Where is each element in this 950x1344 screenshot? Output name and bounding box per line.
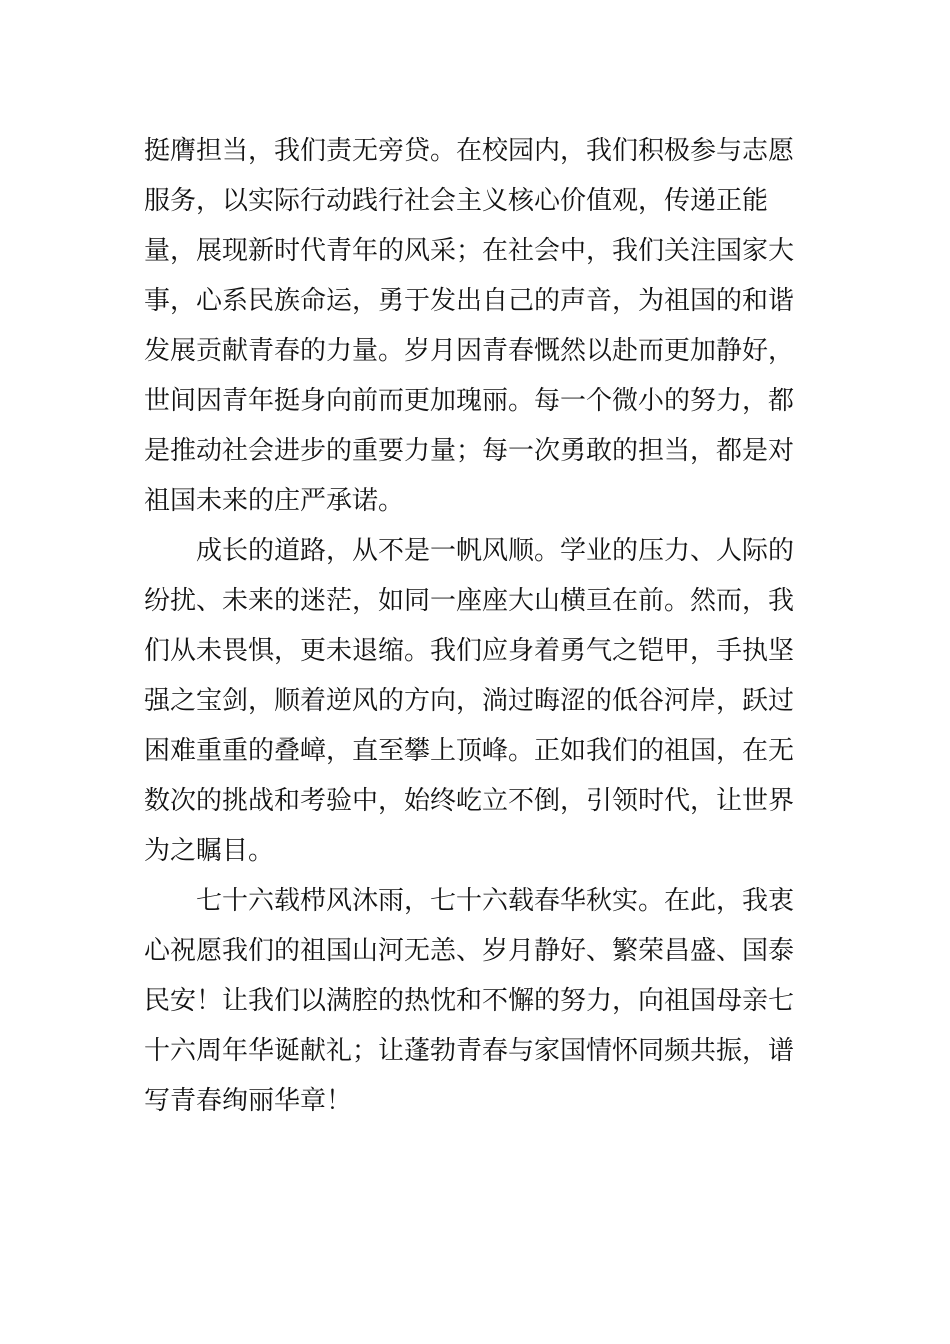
paragraph-2-line-1: 成长的道路，从不是一帆风顺。学业的压力、人际的	[196, 536, 795, 566]
paragraph-1-line-5: 发展贡献青春的力量。岁月因青春慨然以赴而更加静好，	[144, 336, 795, 366]
paragraph-1-line-2: 服务，以实际行动践行社会主义核心价值观，传递正能	[144, 186, 769, 216]
paragraph-3-line-5: 写青春绚丽华章！	[144, 1086, 353, 1116]
paragraph-1-line-6: 世间因青年挺身向前而更加瑰丽。每一个微小的努力，都	[144, 386, 795, 416]
paragraph-2-line-3: 们从未畏惧，更未退缩。我们应身着勇气之铠甲，手执坚	[144, 636, 795, 666]
paragraph-2-line-4: 强之宝剑，顺着逆风的方向，淌过晦涩的低谷河岸，跃过	[144, 686, 795, 716]
paragraph-1-line-3: 量，展现新时代青年的风采；在社会中，我们关注国家大	[144, 236, 795, 266]
paragraph-1-line-8: 祖国未来的庄严承诺。	[144, 486, 405, 516]
body-text	[144, 126, 794, 1126]
paragraph-3-line-4: 十六周年华诞献礼；让蓬勃青春与家国情怀同频共振，谱	[144, 1036, 795, 1066]
paragraph-1-line-7: 是推动社会进步的重要力量；每一次勇敢的担当，都是对	[144, 436, 795, 466]
paragraph-3-line-2: 心祝愿我们的祖国山河无恙、岁月静好、繁荣昌盛、国泰	[144, 936, 795, 966]
paragraph-1-line-1: 挺膺担当，我们责无旁贷。在校园内，我们积极参与志愿	[144, 136, 795, 166]
paragraph-3-line-3: 民安！让我们以满腔的热忱和不懈的努力，向祖国母亲七	[144, 986, 795, 1016]
paragraph-3-line-1: 七十六载栉风沐雨，七十六载春华秋实。在此，我衷	[196, 886, 795, 916]
paragraph-1-line-4: 事，心系民族命运，勇于发出自己的声音，为祖国的和谐	[144, 286, 795, 316]
paragraph-2-line-6: 数次的挑战和考验中，始终屹立不倒，引领时代，让世界	[144, 786, 795, 816]
paragraph-2-line-7: 为之瞩目。	[144, 836, 275, 866]
paragraph-2-line-5: 困难重重的叠嶂，直至攀上顶峰。正如我们的祖国，在无	[144, 736, 795, 766]
paragraph-2-line-2: 纷扰、未来的迷茫，如同一座座大山横亘在前。然而，我	[144, 586, 795, 616]
